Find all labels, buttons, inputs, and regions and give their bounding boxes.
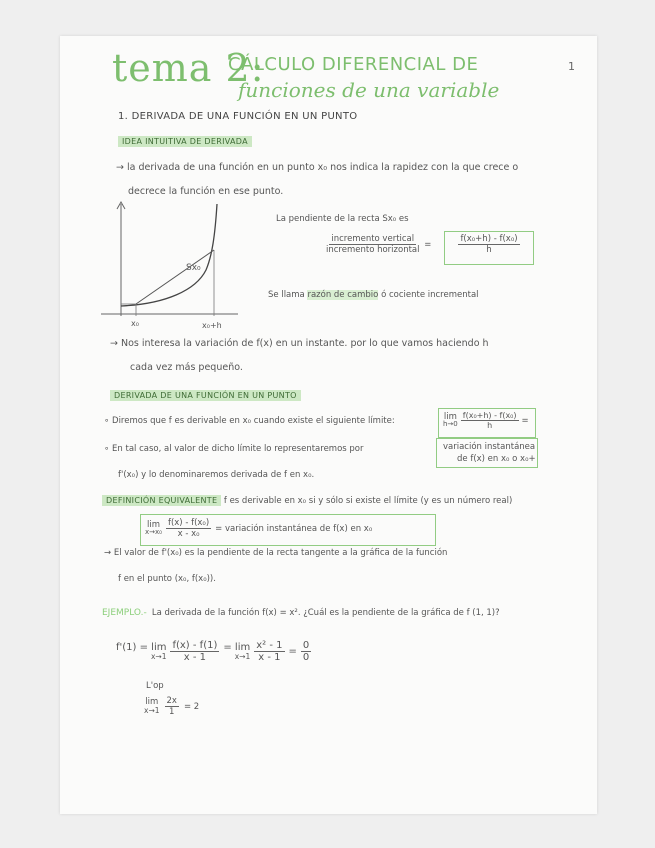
equiv-rest: = variación instantánea de f(x) en x₀: [215, 523, 373, 534]
interest-line-2: cada vez más pequeño.: [130, 362, 243, 373]
note-prefix: Se llama: [268, 290, 305, 300]
calc-f3-den: 0: [302, 652, 310, 663]
intro-line-1: → la derivada de una función en un punto x₀ nos indica la rapidez con la que crece o: [116, 162, 519, 173]
limit-box: [438, 408, 536, 438]
equiv-den: x - x₀: [177, 529, 200, 539]
variation-line-1: variación instantánea: [443, 442, 536, 452]
slope-formula-box: [444, 231, 534, 265]
example-statement: [102, 600, 500, 619]
derivative-label: DERIVADA DE UNA FUNCIÓN EN UN PUNTO: [110, 390, 301, 401]
limit-eq: =: [521, 415, 529, 426]
slope-eq: =: [424, 240, 432, 250]
title-line-1: CÁLCULO DIFERENCIAL DE: [228, 54, 479, 75]
equivalent-text: f es derivable en x₀ si y sólo si existe el límite (y es un número real): [223, 496, 513, 506]
calc-f1-den: x - 1: [183, 652, 207, 663]
lhop-lim-sub: x→1: [144, 706, 160, 716]
secant-graph: [96, 198, 246, 330]
example-text: La derivada de la función f(x) = x². ¿Cuál es la pendiente de la gráfica de f (1, 1)?: [151, 608, 500, 618]
tema-title: tema 2:: [112, 46, 265, 90]
denomination-line: f'(x₀) y lo denominaremos derivada de f en x₀.: [118, 470, 315, 480]
representation-line: ∘ En tal caso, al valor de dicho límite lo representaremos por: [104, 444, 364, 454]
slope-box-num: f(x₀+h) - f(x₀): [460, 234, 518, 244]
slope-frac-den: incremento horizontal: [326, 245, 420, 255]
note-highlight: razón de cambio: [307, 290, 379, 300]
limit-num: f(x₀+h) - f(x₀): [462, 411, 517, 420]
equivalent-definition: [102, 496, 512, 506]
interest-line-1: → Nos interesa la variación de f(x) en un instante. por lo que vamos haciendo h: [110, 338, 489, 349]
x0h-label: x₀+h: [202, 321, 222, 330]
limit-lim: lim: [443, 411, 457, 422]
calc-eq-lim: = lim: [223, 641, 251, 653]
derivable-line: ∘ Diremos que f es derivable en x₀ cuando existe el siguiente límite:: [104, 416, 395, 426]
function-curve: [121, 204, 217, 306]
limit-sub: h→0: [443, 420, 458, 429]
calc-f1-num: f(x) - f(1): [172, 640, 218, 651]
intro-line-2: decrece la función en ese punto.: [128, 186, 284, 197]
lhop-lim: lim: [145, 696, 159, 707]
slope-intro: La pendiente de la recta Sx₀ es: [276, 214, 409, 224]
calc-eq2: =: [288, 646, 297, 657]
tangent-line-1: → El valor de f'(x₀) es la pendiente de la recta tangente a la gráfica de la función: [104, 548, 448, 558]
equiv-lim: lim: [146, 519, 160, 530]
equivalent-box: [140, 514, 436, 546]
rate-of-change-note: [268, 290, 479, 300]
lhop-num: 2x: [166, 696, 177, 706]
calc-lhs: f'(1) = lim: [116, 641, 167, 653]
lhop-result: = 2: [183, 701, 200, 712]
notebook-page: [60, 36, 597, 814]
equiv-num: f(x) - f(x₀): [167, 518, 210, 528]
note-suffix: ó cociente incremental: [381, 290, 479, 300]
limit-den: h: [487, 421, 493, 430]
equivalent-label: DEFINICIÓN EQUIVALENTE: [102, 495, 221, 506]
lhopital-label: L'op: [146, 681, 164, 691]
lhop-den: 1: [169, 707, 175, 717]
title-line-2: funciones de una variable: [238, 78, 500, 102]
slope-fraction: [324, 234, 431, 255]
page-number: 1: [568, 60, 575, 73]
calc-f2-den: x - 1: [258, 652, 281, 663]
secant-label: Sx₀: [186, 263, 201, 273]
calc-lhs-sub: x→1: [150, 651, 167, 661]
variation-line-2: de f(x) en x₀ o x₀+: [457, 454, 536, 464]
example-label: EJEMPLO.-: [102, 608, 147, 618]
lhopital-calculation: [144, 696, 199, 717]
calc-f2-num: x² - 1: [256, 640, 283, 651]
calc-eq-lim-sub: x→1: [234, 651, 251, 661]
idea-label: IDEA INTUITIVA DE DERIVADA: [118, 136, 252, 147]
variation-box: [436, 438, 538, 468]
slope-frac-num: incremento vertical: [331, 234, 415, 244]
equiv-lim-sub: x→x₀: [145, 528, 162, 537]
slope-box-den: h: [486, 245, 492, 255]
tangent-line-2: f en el punto (x₀, f(x₀)).: [118, 574, 216, 584]
calc-f3-num: 0: [302, 640, 310, 651]
x0-label: x₀: [131, 319, 139, 328]
section-title: 1. DERIVADA DE UNA FUNCIÓN EN UN PUNTO: [118, 111, 358, 122]
example-calculation: [116, 640, 311, 663]
